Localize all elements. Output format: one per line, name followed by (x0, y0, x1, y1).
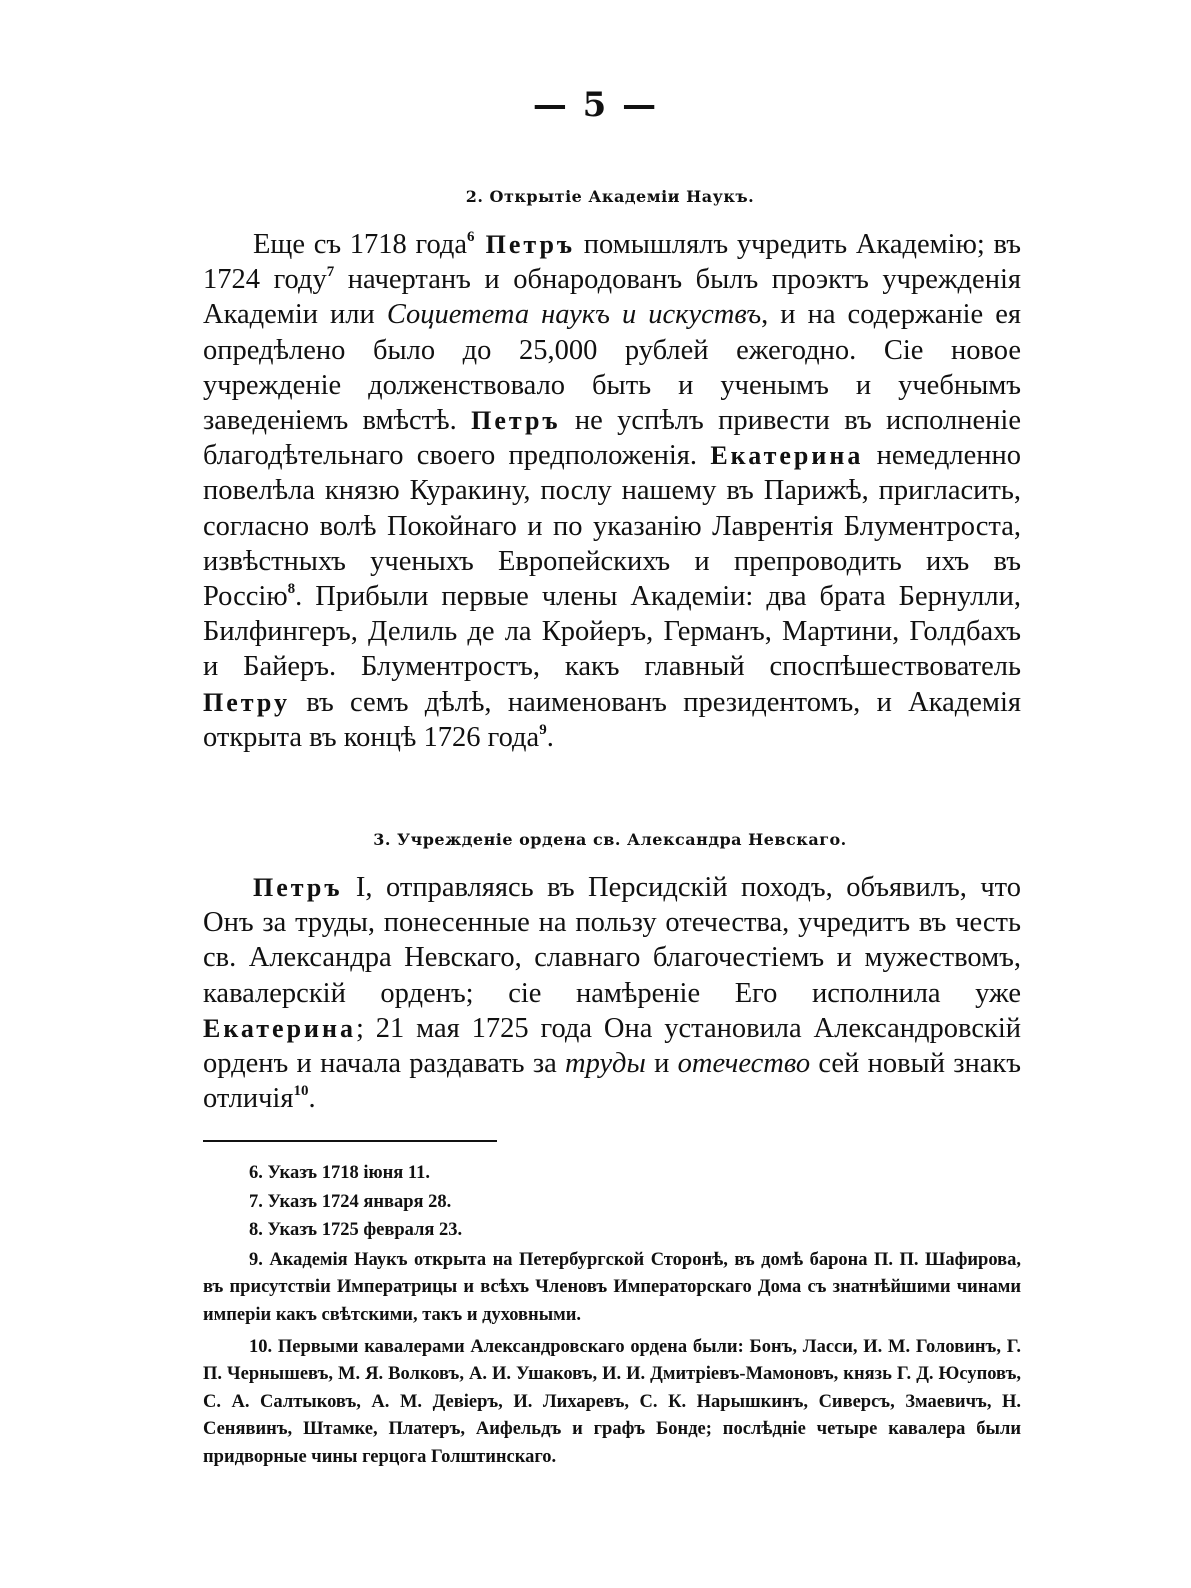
name-peter: Петръ (471, 406, 561, 436)
italic-society-name: Социетета наукъ и искуствъ (386, 299, 762, 331)
text-run: I, отправляясь въ Персидскій походъ, объявилъ, что Онъ за труды, понесенные на пользу отечества, учредитъ въ честь св. Александра Невскаго, славнаго благочестіемъ и мужествомъ, кавалерскій орденъ; сіе намѣреніе Его исполнила уже (203, 872, 1021, 1009)
footnote-ref-9: 9 (539, 721, 547, 738)
text-run: немедленно повелѣла князю Куракину, послу нашему въ Парижѣ, пригласить, согласно волѣ Покойнаго и по указанію Лаврентія Блументроста, извѣстныхъ ученыхъ Европейскихъ и препроводить ихъ въ Россію (203, 440, 1021, 613)
name-peter: Петръ (474, 230, 576, 259)
footnote-7: 7. Указъ 1724 января 28. (249, 1191, 452, 1212)
name-peter: Петру (203, 687, 290, 717)
paragraph-academy (203, 227, 1021, 755)
text-run: сей новый знакъ отличія (203, 1048, 1021, 1115)
text-run: . (546, 721, 554, 753)
text-run: . (308, 1083, 316, 1115)
text-run: помышлялъ учредить Академію; въ 1724 году (203, 229, 1021, 296)
footnote-ref-6: 6 (467, 229, 475, 245)
name-peter: Петръ (253, 873, 343, 902)
footnote-ref-10: 10 (293, 1083, 309, 1100)
footnote-6: 6. Указъ 1718 іюня 11. (249, 1163, 431, 1183)
italic-word-fatherland: отечество (677, 1048, 811, 1080)
footnote-divider (203, 1140, 497, 1142)
text-run: ; 21 мая 1725 года Она установила Александровскій орденъ и начала раздавать за (203, 1012, 1021, 1080)
footnote-10: 10. Первыми кавалерами Александровскаго ордена были: Бонъ, Ласси, И. М. Головинъ, Г. П. Чернышевъ, М. Я. Волковъ, А. И. Ушаковъ, И. И. Дмитріевъ-Мамоновъ, князь Г. Д. Юсуповъ, С. А. Салтыковъ, А. М. Девіеръ, И. Лихаревъ, С. К. Нарышкинъ, Сиверсъ, Змаевичъ, Н. Сенявинъ, Штамке, Платеръ, Аифельдъ и графъ Бонде; послѣдніе четыре кавалера были придворные чины герцога Голштинскаго. (203, 1336, 1021, 1467)
text-run: Еще съ 1718 года (253, 229, 468, 260)
footnote-ref-7: 7 (326, 264, 335, 281)
italic-word-labors: труды (565, 1048, 646, 1080)
footnote-9: 9. Академія Наукъ открыта на Петербургской Сторонѣ, въ домѣ барона П. П. Шафирова, въ присутствіи Императрицы и всѣхъ Членовъ Императорскаго Дома съ знатнѣйшими чинами имперіи какъ свѣтскими, такъ и духовными. (203, 1249, 1021, 1325)
paragraph-order (203, 870, 1021, 1116)
section-heading-order: 3. Учрежденіе ордена св. Александра Невскаго. (373, 830, 847, 849)
text-run: . Прибыли первые члены Академіи: два брата Бернулли, Билфингеръ, Делиль де ла Кройеръ, Германъ, Мартини, Голдбахъ и Байеръ. Блументростъ, какъ главный споспѣшествователь (203, 581, 1021, 683)
text-run: не успѣлъ привести въ исполненіе благодѣтельнаго своего предположенія. (203, 405, 1021, 472)
page-number: — 5 — (532, 85, 659, 125)
text-run: , и на содержаніе ея опредѣлено было до 25,000 рублей ежегодно. Сіе новое учрежденіе долженствовало быть и ученымъ и учебнымъ заведеніемъ вмѣстѣ. (203, 299, 1021, 437)
name-catherine: Екатерина (710, 441, 864, 471)
text-run: въ семъ дѣлѣ, наименованъ президентомъ, и Академія открыта въ концѣ 1726 года (203, 686, 1021, 753)
footnotes (203, 1160, 1021, 1472)
footnote-8: 8. Указъ 1725 февраля 23. (249, 1220, 463, 1241)
footnote-ref-8: 8 (287, 581, 296, 598)
section-heading-academy: 2. Открытіе Академіи Наукъ. (465, 187, 755, 206)
name-catherine: Екатерина (203, 1013, 356, 1043)
text-run: начертанъ и обнародованъ былъ проэктъ учрежденія Академіи или (203, 264, 1021, 331)
text-run: и (645, 1048, 678, 1080)
